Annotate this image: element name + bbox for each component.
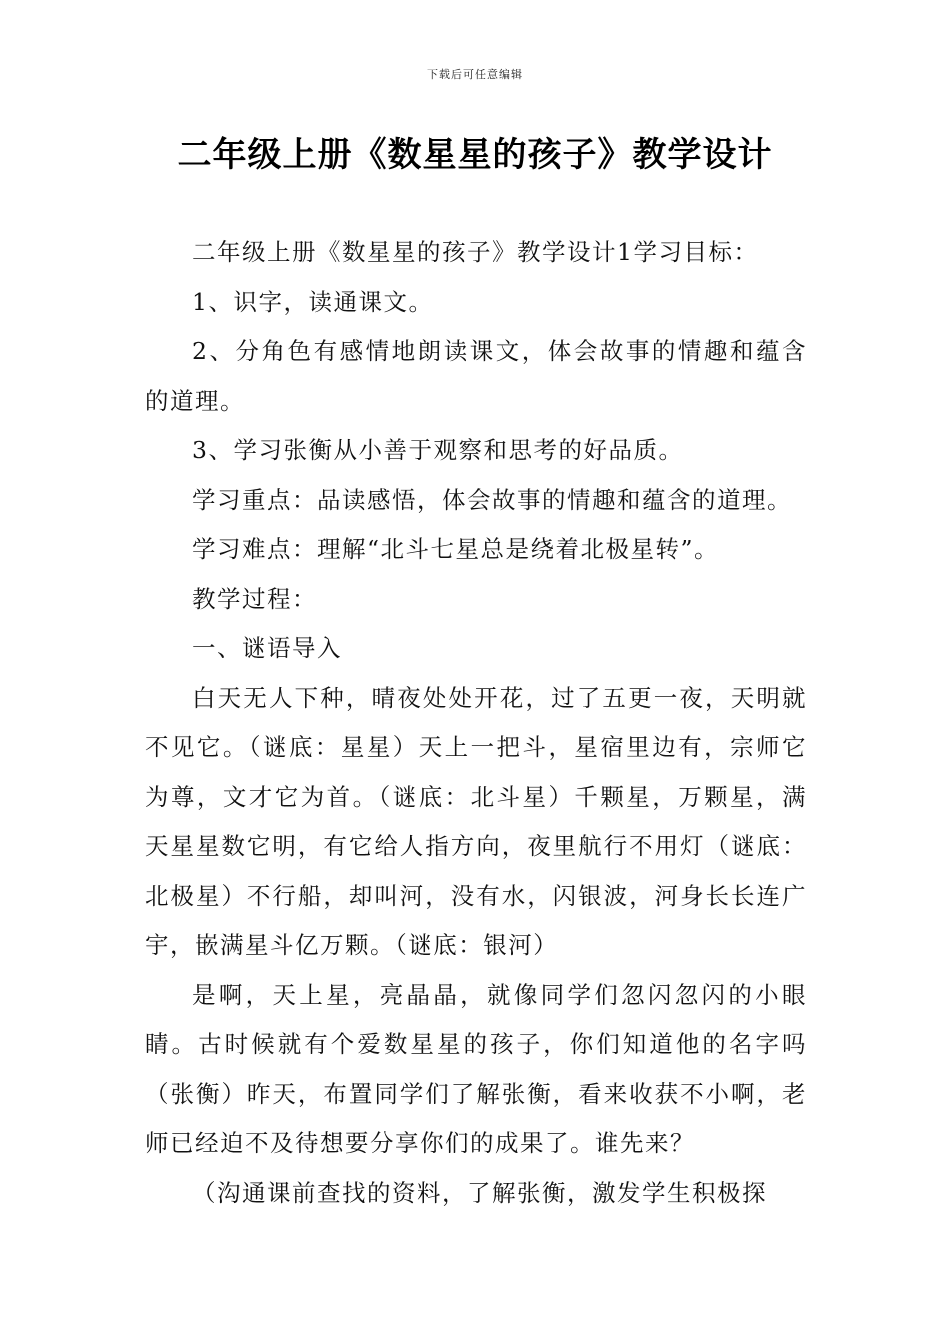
paragraph-goal-2: 2、分角色有感情地朗读课文，体会故事的情趣和蕴含的道理。 [145,337,807,415]
paragraph-intro-zhangheng: 是啊，天上星，亮晶晶，就像同学们忽闪忽闪的小眼睛。古时候就有个爱数星星的孩子，你们知道他的名字吗（张衡）昨天，布置同学们了解张衡，看来收获不小啊，老师已经迫不及待想要分享你们的成果了。谁先来？ [145,980,807,1157]
paragraph-key-point: 学习重点：品读感悟，体会故事的情趣和蕴含的道理。 [192,485,792,514]
header-note: 下载后可任意编辑 [427,68,523,81]
document-title: 二年级上册《数星星的孩子》教学设计 [177,135,773,175]
document-body [145,228,807,1218]
paragraph-difficulty: 学习难点：理解“北斗七星总是绕着北极星转”。 [192,535,720,563]
paragraph-section-1-heading: 一、谜语导入 [192,634,342,662]
paragraph-goal-1: 1、识字，读通课文。 [192,287,434,316]
paragraph-goal-3: 3、学习张衡从小善于观察和思考的好品质。 [192,436,684,464]
paragraph-riddles: 白天无人下种，晴夜处处开花，过了五更一夜，天明就不见它。（谜底：星星）天上一把斗，星宿里边有，宗师它为尊，文才它为首。（谜底：北斗星）千颗星，万颗星，满天星星数它明，有它给人指方向，夜里航行不用灯（谜底：北极星）不行船，却叫河，没有水，闪银波，河身长长连广宇，嵌满星斗亿万颗。（谜底：银河） [145,683,807,959]
paragraph-process-heading: 教学过程： [192,584,317,613]
paragraph-note: （沟通课前查找的资料，了解张衡，激发学生积极探 [192,1178,767,1207]
paragraph-intro: 二年级上册《数星星的孩子》教学设计1学习目标： [192,238,759,266]
